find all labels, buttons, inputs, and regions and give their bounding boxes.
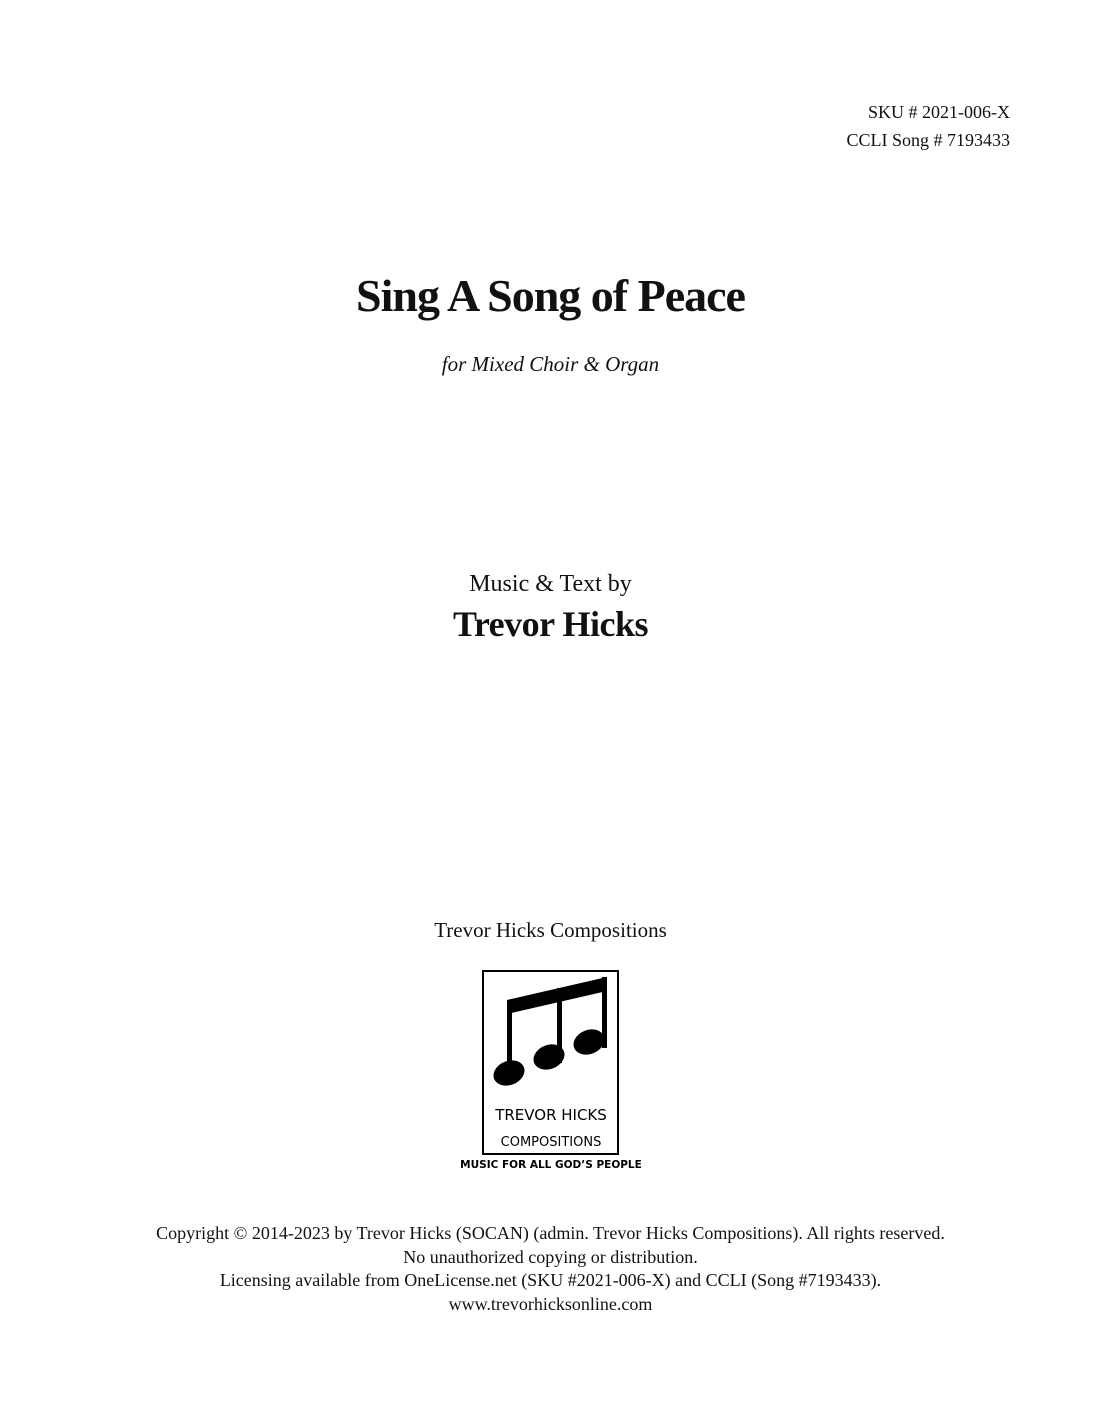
- logo-line1: TREVOR HICKS: [495, 1106, 607, 1124]
- sku-number: SKU # 2021-006-X: [868, 102, 1010, 122]
- licensing-line: Licensing available from OneLicense.net (SKU #2021-006-X) and CCLI (Song #7193433).: [219, 1270, 882, 1290]
- page-subtitle: for Mixed Choir & Organ: [441, 352, 660, 376]
- credit-label: Music & Text by: [469, 571, 632, 597]
- page-title: Sing A Song of Peace: [356, 270, 745, 321]
- logo-tagline: MUSIC FOR ALL GOD’S PEOPLE: [460, 1159, 642, 1171]
- copying-notice: No unauthorized copying or distribution.: [403, 1246, 698, 1267]
- catalog-info: [846, 98, 1010, 154]
- publisher-logo: [456, 969, 646, 1173]
- ccli-number: CCLI Song # 7193433: [846, 130, 1010, 150]
- copyright-line: Copyright © 2014-2023 by Trevor Hicks (SOCAN) (admin. Trevor Hicks Compositions). All rights reserved.: [156, 1223, 945, 1243]
- copyright-footer: [0, 1222, 1101, 1316]
- logo-line2: COMPOSITIONS: [500, 1135, 602, 1150]
- composer-name: Trevor Hicks: [453, 604, 648, 644]
- website-link[interactable]: www.trevorhicksonline.com: [448, 1293, 653, 1314]
- publisher-name: Trevor Hicks Compositions: [434, 918, 667, 942]
